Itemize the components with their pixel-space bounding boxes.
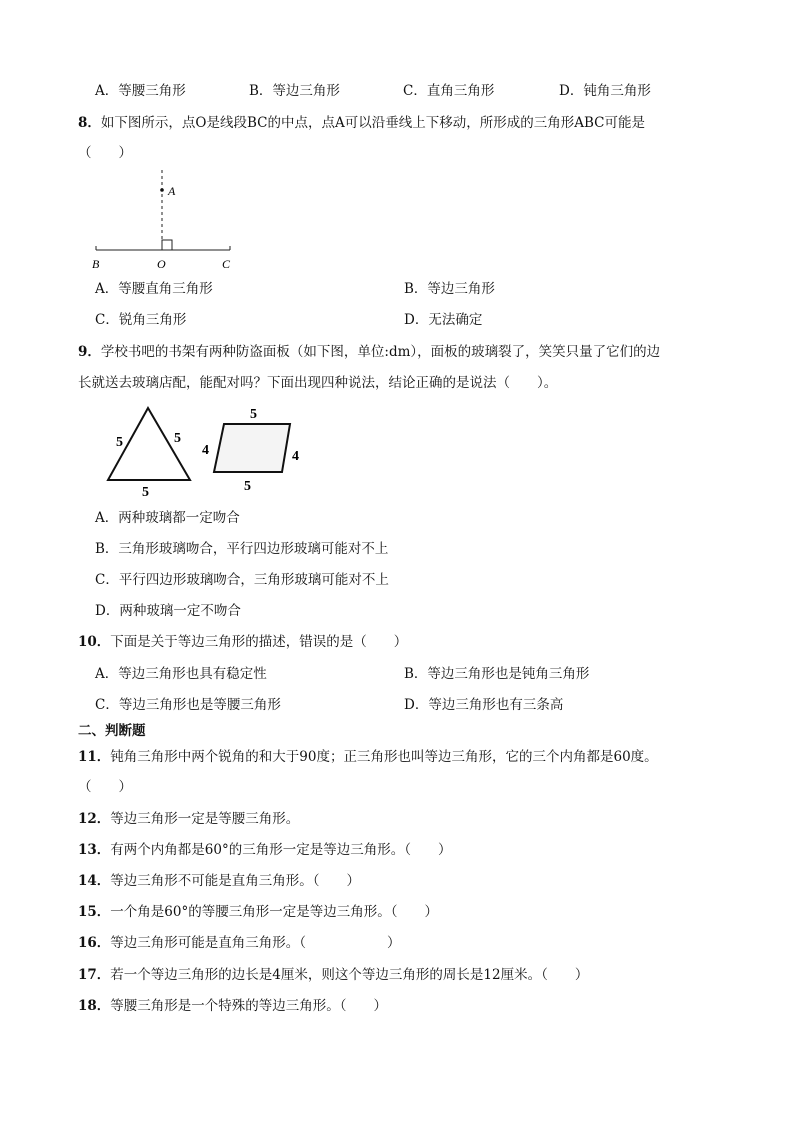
q15-number: 15． xyxy=(78,904,111,920)
q11-stem xyxy=(78,748,658,766)
q18-stem xyxy=(78,997,387,1015)
parallelogram-top-length: 5 xyxy=(250,407,257,422)
q15-stem xyxy=(78,903,438,921)
q9-option-c: C．平行四边形玻璃吻合，三角形玻璃可能对不上 xyxy=(95,572,389,588)
q14-number: 14． xyxy=(78,873,111,889)
q17-stem xyxy=(78,966,588,984)
label-c: C xyxy=(222,257,231,271)
q12-stem xyxy=(78,810,299,828)
label-a: A xyxy=(168,184,176,198)
q7-option-b: B．等边三角形 xyxy=(249,83,340,99)
q8-option-a: A．等腰直角三角形 xyxy=(95,281,213,297)
q13-text: 有两个内角都是60°的三角形一定是等边三角形。（ ） xyxy=(110,842,452,858)
q8-option-d: D．无法确定 xyxy=(404,312,483,328)
triangle-right-length: 5 xyxy=(174,431,181,446)
q9-text-1: 学校书吧的书架有两种防盗面板（如下图，单位:dm），面板的玻璃裂了，笑笑只量了它们的边 xyxy=(100,344,661,360)
q14-stem xyxy=(78,872,360,890)
q18-number: 18． xyxy=(78,998,111,1014)
point-a xyxy=(160,188,164,192)
q10-option-d: D．等边三角形也有三条高 xyxy=(404,697,564,713)
q12-text: 等边三角形一定是等腰三角形。 xyxy=(110,811,300,827)
q11-blank: （ ） xyxy=(78,779,132,795)
q13-stem xyxy=(78,841,451,859)
parallelogram-left-length: 4 xyxy=(202,443,209,458)
q11-number: 11． xyxy=(78,749,111,765)
q12-number: 12． xyxy=(78,811,111,827)
q7-option-d: D．钝角三角形 xyxy=(559,83,651,99)
q7-option-a: A．等腰三角形 xyxy=(95,83,186,99)
q8-figure xyxy=(86,168,246,272)
q10-option-a: A．等边三角形也具有稳定性 xyxy=(95,666,267,682)
q9-number: 9． xyxy=(78,344,101,360)
q8-number: 8． xyxy=(78,115,101,131)
q7-option-c: C．直角三角形 xyxy=(403,83,495,99)
q9-option-a: A．两种玻璃都一定吻合 xyxy=(95,510,240,526)
q8-stem xyxy=(78,114,645,132)
parallelogram-right-length: 4 xyxy=(292,449,299,464)
triangle-left-length: 5 xyxy=(116,435,123,450)
q15-text: 一个角是60°的等腰三角形一定是等边三角形。（ ） xyxy=(110,904,438,920)
q8-text: 如下图所示，点O是线段BC的中点，点A可以沿垂线上下移动，所形成的三角形ABC可能是 xyxy=(100,115,645,131)
section-heading-judgment: 二、判断题 xyxy=(78,723,146,739)
q9-option-d: D．两种玻璃一定不吻合 xyxy=(95,603,241,619)
q9-stem xyxy=(78,343,660,361)
q9-figure xyxy=(100,402,310,500)
q14-text: 等边三角形不可能是直角三角形。（ ） xyxy=(110,873,361,889)
q10-stem xyxy=(78,633,407,651)
q16-stem xyxy=(78,934,401,952)
q16-text: 等边三角形可能是直角三角形。（ ） xyxy=(110,935,401,951)
q17-number: 17． xyxy=(78,967,111,983)
q17-text: 若一个等边三角形的边长是4厘米，则这个等边三角形的周长是12厘米。（ ） xyxy=(110,967,589,983)
q10-option-b: B．等边三角形也是钝角三角形 xyxy=(404,666,590,682)
q10-number: 10． xyxy=(78,634,111,650)
label-o: O xyxy=(157,257,166,271)
q10-text: 下面是关于等边三角形的描述，错误的是（ ） xyxy=(110,634,408,650)
q8-option-c: C．锐角三角形 xyxy=(95,312,187,328)
q9-text-2: 长就送去玻璃店配，能配对吗？下面出现四种说法，结论正确的是说法（ ）。 xyxy=(78,375,558,391)
triangle-bottom-length: 5 xyxy=(142,485,149,500)
q9-option-b: B．三角形玻璃吻合，平行四边形玻璃可能对不上 xyxy=(95,541,389,557)
q18-text: 等腰三角形是一个特殊的等边三角形。（ ） xyxy=(110,998,388,1014)
q11-text: 钝角三角形中两个锐角的和大于90度；正三角形也叫等边三角形，它的三个内角都是60度。 xyxy=(110,749,658,765)
q16-number: 16． xyxy=(78,935,111,951)
q8-blank: （ ） xyxy=(78,145,132,161)
parallelogram-bottom-length: 5 xyxy=(244,479,251,494)
parallelogram-panel xyxy=(214,424,290,472)
label-b: B xyxy=(92,257,100,271)
right-angle-mark xyxy=(162,240,172,250)
q8-option-b: B．等边三角形 xyxy=(404,281,495,297)
q10-option-c: C．等边三角形也是等腰三角形 xyxy=(95,697,281,713)
q13-number: 13． xyxy=(78,842,111,858)
